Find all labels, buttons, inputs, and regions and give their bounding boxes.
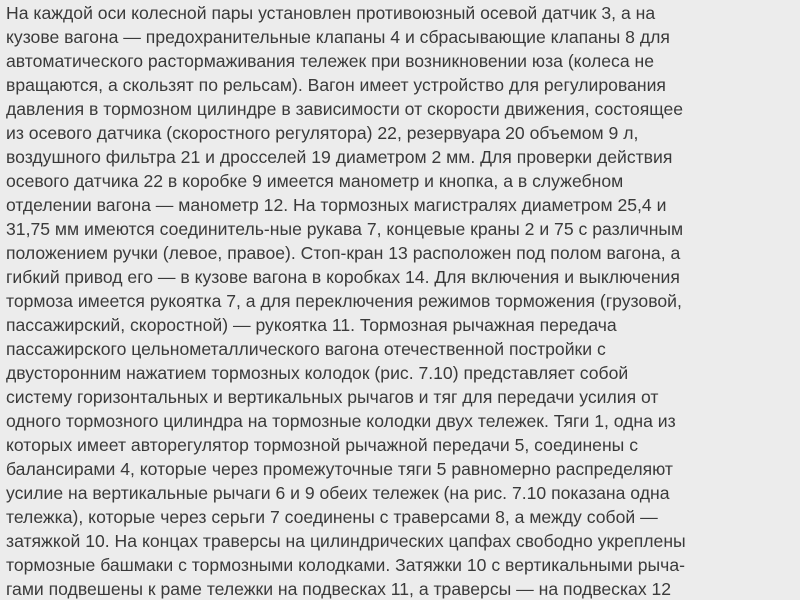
text-line: отделении вагона — манометр 12. На тормозных магистралях диаметром 25,4 и bbox=[6, 195, 667, 215]
text-line: которых имеет авторегулятор тормозной рычажной передачи 5, соединены с bbox=[6, 435, 638, 455]
text-line: затяжкой 10. На концах траверсы на цилиндрических цапфах свободно укреплены bbox=[6, 531, 686, 551]
text-line: гами подвешены к раме тележки на подвесках 11, а траверсы — на подвесках 12 bbox=[6, 579, 672, 599]
text-line: положением ручки (левое, правое). Стоп-кран 13 расположен под полом вагона, а bbox=[6, 243, 681, 263]
body-text bbox=[6, 1, 796, 600]
text-line: давления в тормозном цилиндре в зависимости от скорости движения, состоящее bbox=[6, 99, 684, 119]
text-line: одного тормозного цилиндра на тормозные колодки двух тележек. Тяги 1, одна из bbox=[6, 411, 676, 431]
text-line: пассажирский, скоростной) — рукоятка 11. Тормозная рычажная передача bbox=[6, 315, 617, 335]
text-line: автоматического растормаживания тележек при возникновении юза (колеса не bbox=[6, 51, 654, 71]
text-line: кузове вагона — предохранительные клапаны 4 и сбрасывающие клапаны 8 для bbox=[6, 27, 670, 47]
text-line: усилие на вертикальные рычаги 6 и 9 обеих тележек (на рис. 7.10 показана одна bbox=[6, 483, 670, 503]
text-line: воздушного фильтра 21 и дросселей 19 диаметром 2 мм. Для проверки действия bbox=[6, 147, 673, 167]
text-line: балансирами 4, которые через промежуточные тяги 5 равномерно распределяют bbox=[6, 459, 673, 479]
text-line: гибкий привод его — в кузове вагона в коробках 14. Для включения и выключения bbox=[6, 267, 680, 287]
text-line: из осевого датчика (скоростного регулятора) 22, резервуара 20 объемом 9 л, bbox=[6, 123, 639, 143]
text-line: вращаются, а скользят по рельсам). Вагон имеет устройство для регулирования bbox=[6, 75, 666, 95]
text-line: тележка), которые через серьги 7 соединены с траверсами 8, а между собой — bbox=[6, 507, 658, 527]
text-line: тормозные башмаки с тормозными колодками. Затяжки 10 с вертикальными рыча- bbox=[6, 555, 685, 575]
text-line: 31,75 мм имеются соединитель-ные рукава 7, концевые краны 2 и 75 с различным bbox=[6, 219, 684, 239]
text-line: пассажирского цельнометаллического вагона отечественной постройки с bbox=[6, 339, 606, 359]
text-line: тормоза имеется рукоятка 7, а для переключения режимов торможения (грузовой, bbox=[6, 291, 682, 311]
text-line: осевого датчика 22 в коробке 9 имеется манометр и кнопка, а в служебном bbox=[6, 171, 624, 191]
text-line: систему горизонтальных и вертикальных рычагов и тяг для передачи усилия от bbox=[6, 387, 659, 407]
text-line: На каждой оси колесной пары установлен противоюзный осевой датчик 3, а на bbox=[6, 3, 656, 23]
text-line: двусторонним нажатием тормозных колодок (рис. 7.10) представляет собой bbox=[6, 363, 629, 383]
